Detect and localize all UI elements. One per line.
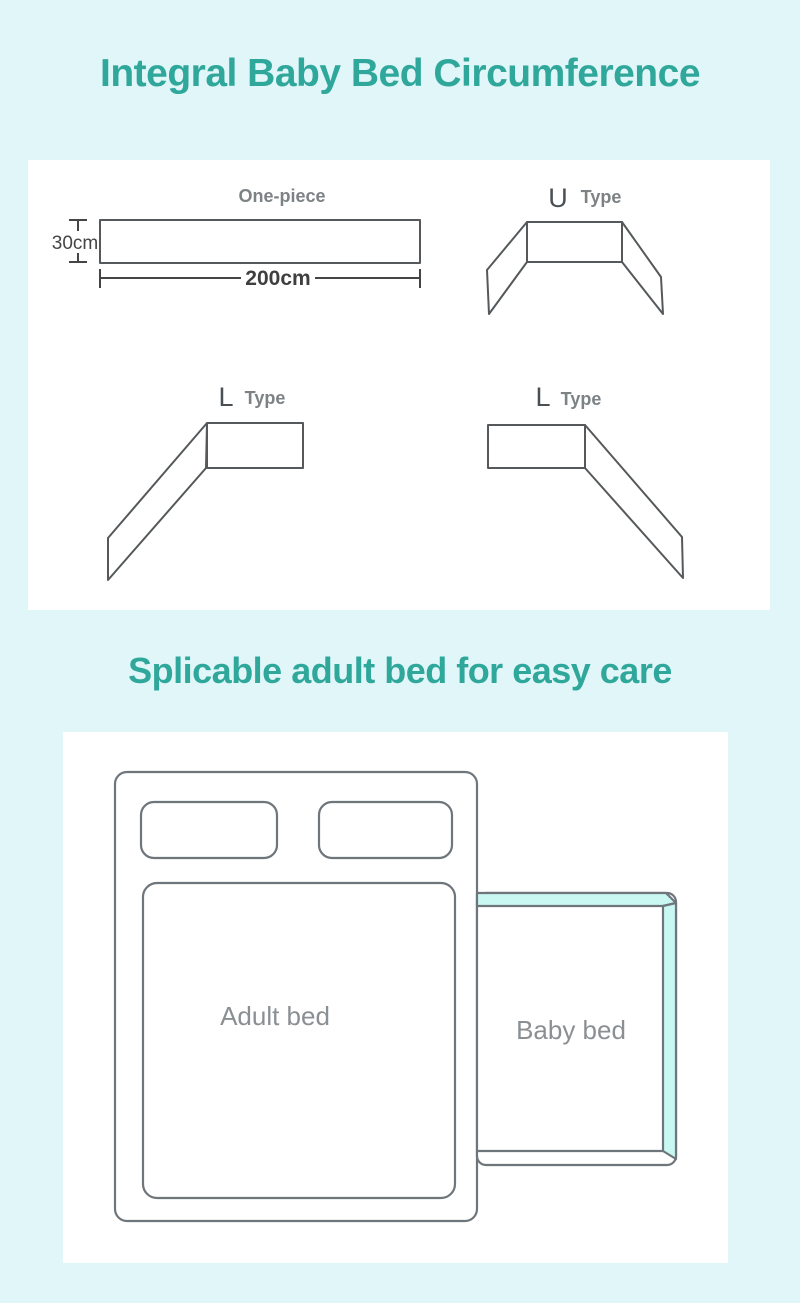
adult-bed-diagram [115, 772, 477, 1221]
u-type-word: Type [580, 187, 622, 207]
baby-bed-bumper-right [663, 903, 676, 1159]
u-type-left-panel [487, 222, 527, 314]
one-piece-rect [100, 220, 420, 263]
u-type-center-panel [527, 222, 622, 262]
baby-bed-diagram [477, 893, 676, 1165]
l-type-left-word: Type [244, 388, 286, 408]
one-piece-label: One-piece [238, 186, 326, 206]
l-type-right-word: Type [560, 389, 602, 409]
l-type-left-diagram [108, 382, 303, 580]
l-type-right-rect [488, 425, 585, 468]
bumper-types-diagram [28, 160, 770, 610]
adult-bed-mattress [143, 883, 455, 1198]
l-type-left-rect [207, 423, 303, 468]
u-type-letter: U [548, 183, 568, 213]
l-type-left-slanted-panel [108, 423, 207, 580]
adult-bed-pillow-right [319, 802, 452, 858]
splicable-bed-diagram [63, 732, 728, 1263]
section1-title: Integral Baby Bed Circumference [99, 52, 701, 95]
section2-title: Splicable adult bed for easy care [128, 650, 672, 691]
l-type-left-letter: L [218, 382, 234, 412]
splicable-bed-panel [63, 732, 728, 1263]
bumper-types-panel [28, 160, 770, 610]
one-piece-diagram [52, 186, 420, 290]
adult-bed-pillow-left [141, 802, 277, 858]
baby-bed-bumper-top [477, 893, 676, 906]
width-dimension-label: 200cm [245, 267, 311, 290]
u-type-right-panel [622, 222, 663, 314]
height-dimension-label: 30cm [51, 233, 99, 254]
l-type-right-diagram [488, 382, 683, 578]
l-type-right-slanted-panel [585, 425, 683, 578]
u-type-diagram [487, 183, 663, 314]
baby-bed-label: Baby bed [516, 1015, 626, 1045]
l-type-right-letter: L [535, 382, 551, 412]
adult-bed-label: Adult bed [220, 1001, 330, 1031]
